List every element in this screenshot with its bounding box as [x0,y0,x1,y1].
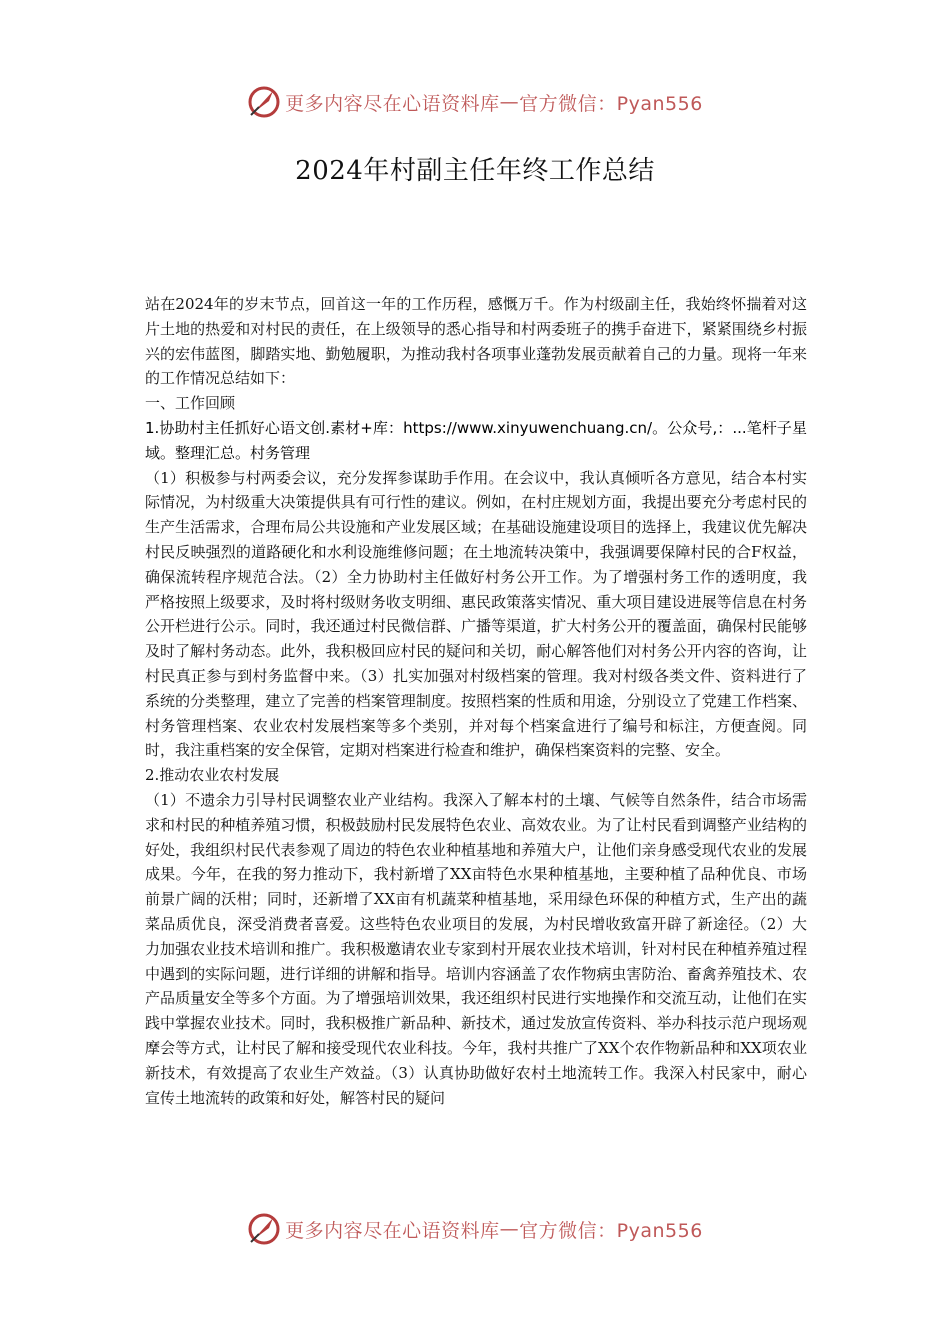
quill-circle-logo-icon [247,85,281,119]
item1-heading: 1.协助村主任抓好心语文创.素材+库：https://www.xinyuwenchuang.cn/。公众号,：...笔杆子星域。整理汇总。村务管理 [145,418,807,462]
intro-paragraph: 站在2024年的岁末节点，回首这一年的工作历程，感慨万千。作为村级副主任，我始终怀揣着对这片土地的热爱和对村民的责任，在上级领导的悉心指导和村两委班子的携手奋进下，紧紧围绕乡村振兴的宏伟蓝图，脚踏实地、勤勉履职，为推动我村各项事业蓬勃发展贡献着自己的力量。现将一年来的工作情况总结如下： [145,295,807,388]
item1-body: （1）积极参与村两委会议，充分发挥参谋助手作用。在会议中，我认真倾听各方意见，结合本村实际情况，为村级重大决策提供具有可行性的建议。例如，在村庄规划方面，我提出要充分考虑村民的生产生活需求，合理布局公共设施和产业发展区域；在基础设施建设项目的选择上，我建议优先解决村民反映强烈的道路硬化和水利设施维修问题；在土地流转决策中，我强调要保障村民的合F权益，确保流转程序规范合法。（2）全力协助村主任做好村务公开工作。为了增强村务工作的透明度，我严格按照上级要求，及时将村级财务收支明细、惠民政策落实情况、重大项目建设进展等信息在村务公开栏进行公示。同时，我还通过村民微信群、广播等渠道，扩大村务公开的覆盖面，确保村民能够及时了解村务动态。此外，我积极回应村民的疑问和关切，耐心解答他们对村务公开内容的咨询，让村民真正参与到村务监督中来。（3）扎实加强对村级档案的管理。我对村级各类文件、资料进行了系统的分类整理，建立了完善的档案管理制度。按照档案的性质和用途，分别设立了党建工作档案、村务管理档案、农业农村发展档案等多个类别，并对每个档案盒进行了编号和标注，方便查阅。同时，我注重档案的安全保管，定期对档案进行检查和维护，确保档案资料的完整、安全。 [145,468,807,760]
item2-heading: 2.推动农业农村发展 [145,766,280,785]
item2-body: （1）不遗余力引导村民调整农业产业结构。我深入了解本村的土壤、气候等自然条件，结合市场需求和村民的种植养殖习惯，积极鼓励村民发展特色农业、高效农业。为了让村民看到调整产业结构的好处，我组织村民代表参观了周边的特色农业种植基地和养殖大户，让他们亲身感受现代农业的发展成果。今年，在我的努力推动下，我村新增了XX亩特色水果种植基地，主要种植了品种优良、市场前景广阔的沃柑；同时，还新增了XX亩有机蔬菜种植基地，采用绿色环保的种植方式，生产出的蔬菜品质优良，深受消费者喜爱。这些特色农业项目的发展，为村民增收致富开辟了新途径。（2）大力加强农业技术培训和推广。我积极邀请农业专家到村开展农业技术培训，针对村民在种植养殖过程中遇到的实际问题，进行详细的讲解和指导。培训内容涵盖了农作物病虫害防治、畜禽养殖技术、农产品质量安全等多个方面。为了增强培训效果，我还组织村民进行实地操作和交流互动，让他们在实践中掌握农业技术。同时，我积极推广新品种、新技术，通过发放宣传资料、举办科技示范户现场观摩会等方式，让村民了解和接受现代农业科技。今年，我村共推广了XX个农作物新品种和XX项农业新技术，有效提高了农业生产效益。（3）认真协助做好农村土地流转工作。我深入村民家中，耐心宣传土地流转的政策和好处，解答村民的疑问 [145,790,807,1107]
banner-text: 更多内容尽在心语资料库 [285,1219,500,1242]
footer-banner [0,1207,950,1251]
section-heading: 一、工作回顾 [145,394,236,413]
banner-text: 更多内容尽在心语资料库 [285,92,500,115]
banner-separator: — [499,91,520,113]
header-banner [0,80,950,124]
quill-circle-logo-icon [247,1212,281,1246]
banner-separator: — [499,1218,520,1240]
banner-wechat: 官方微信：Pyan556 [519,92,703,115]
document-body [145,292,807,1110]
banner-wechat: 官方微信：Pyan556 [519,1219,703,1242]
page-title: 2024年村副主任年终工作总结 [295,156,655,186]
